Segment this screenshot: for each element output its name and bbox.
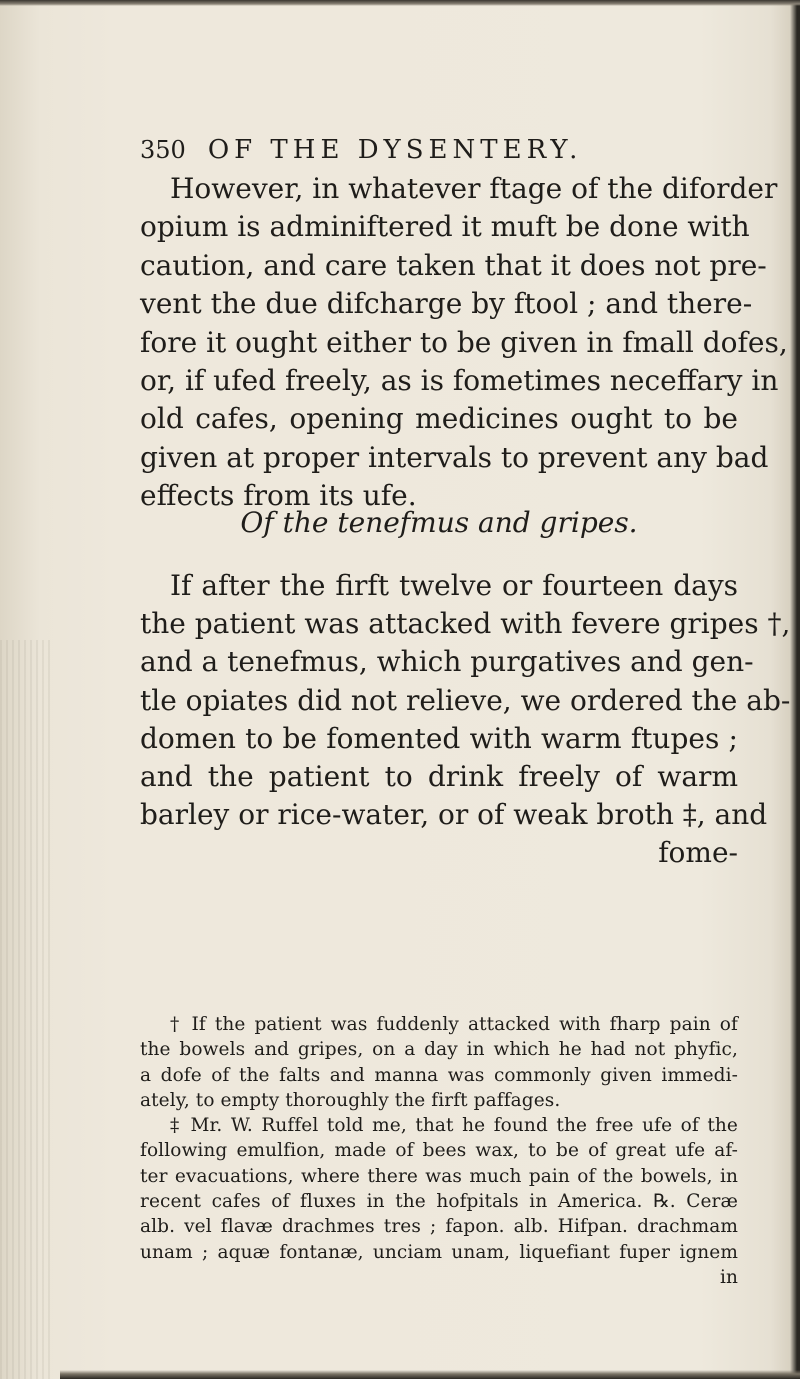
text-line: and the patient to drink freely of warm [140, 760, 738, 794]
footnote-line: † If the patient was fuddenly attacked with fharp pain of [170, 1014, 738, 1035]
footnote-line: the bowels and gripes, on a day in which he had not phyfic, [140, 1039, 738, 1061]
text-line: barley or rice-water, or of weak broth ‡, and [140, 798, 768, 832]
catchword: in [719, 1266, 738, 1288]
text-line: opium is adminiftered it muft be done with [140, 210, 750, 244]
running-head [140, 135, 740, 175]
top-edge [0, 0, 800, 6]
running-title: OF THE DYSENTERY. [207, 135, 583, 165]
section-heading: Of the tenefmus and gripes. [240, 506, 638, 539]
paragraph-opium [140, 170, 788, 516]
footnote-line: ‡ Mr. W. Ruffel told me, that he found the free ufe of the [170, 1115, 738, 1137]
footnote-line: alb. vel flavæ drachmes tres ; fapon. alb. Hifpan. drachmam [140, 1216, 738, 1238]
footnote-line: unam ; aquæ fontanæ, unciam unam, liquefiant fuper ignem [140, 1241, 738, 1263]
text-line: If after the firft twelve or fourteen days [170, 569, 738, 602]
footnote-line: ter evacuations, where there was much pain of the bowels, in [140, 1165, 738, 1187]
text-line: domen to be fomented with warm ftupes ; [140, 721, 738, 755]
text-line: old cafes, opening medicines ought to be [140, 402, 738, 436]
bottom-edge [60, 1370, 800, 1379]
text-line: However, in whatever ftage of the diforder [170, 172, 778, 205]
text-line: given at proper intervals to prevent any bad [140, 440, 769, 474]
footnote-line: following emulfion, made of bees wax, to be of great ufe af- [140, 1140, 738, 1162]
page-number: 350 [140, 136, 186, 164]
text-line: fore it ought either to be given in fmall dofes, [140, 325, 788, 359]
footnote-line: recent cafes of fluxes in the hofpitals in America. ℞. Ceræ [140, 1191, 738, 1213]
page-edge-shadow [0, 640, 52, 1379]
text-line: tle opiates did not relieve, we ordered the ab- [140, 683, 791, 717]
text-line: and a tenefmus, which purgatives and gen- [140, 645, 754, 679]
text-line: effects from its ufe. [140, 479, 417, 513]
footnote-line: a dofe of the falts and manna was commonly given immedi- [140, 1064, 738, 1086]
text-line: vent the due difcharge by ftool ; and there- [140, 287, 753, 321]
footnotes [140, 1012, 738, 1290]
catchword: fome- [658, 836, 738, 870]
paragraph-tenesmus [140, 567, 791, 873]
text-line: or, if ufed freely, as is fometimes neceffary in [140, 364, 779, 398]
text-line: caution, and care taken that it does not pre- [140, 248, 767, 282]
footnote-line: ately, to empty thoroughly the firft paffages. [140, 1089, 561, 1111]
text-line: the patient was attacked with fevere gripes †, [140, 607, 791, 641]
